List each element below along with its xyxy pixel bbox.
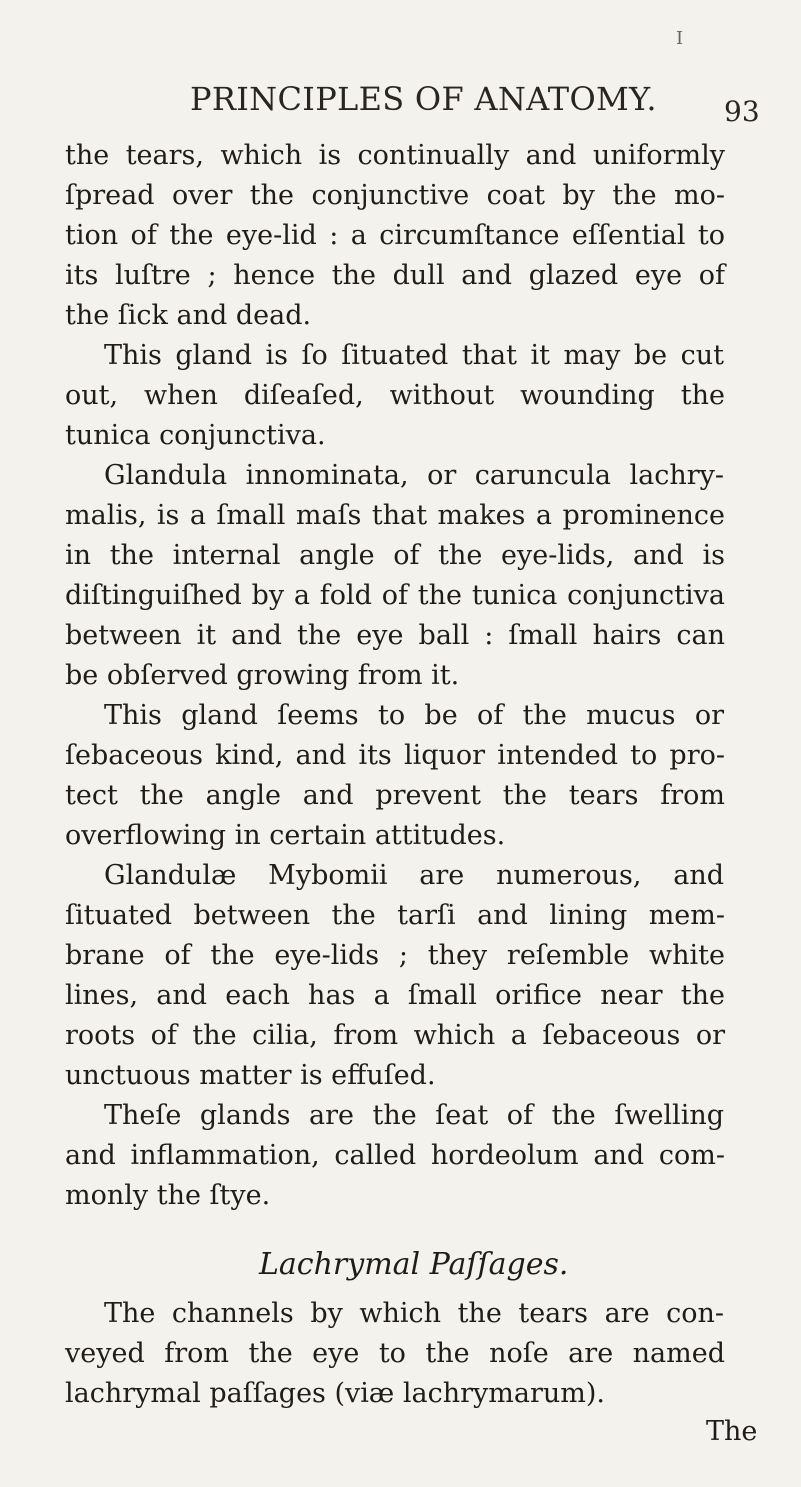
text-line: roots of the cilia, from which a ſebaceous or: [65, 1020, 725, 1051]
text-line: brane of the eye-lids ; they reſemble white: [65, 940, 725, 971]
text-line: unctuous matter is effuſed.: [65, 1060, 436, 1091]
text-line: veyed from the eye to the noſe are named: [65, 1338, 725, 1369]
text-line: Glandula innominata, or caruncula lachry-: [104, 460, 724, 491]
text-line: This gland ſeems to be of the mucus or: [104, 700, 724, 731]
text-line: its luſtre ; hence the dull and glazed eye of: [65, 260, 725, 291]
text-line: between it and the eye ball : ſmall hairs can: [65, 620, 725, 651]
running-header: PRINCIPLES OF ANATOMY.: [190, 80, 657, 118]
text-line: ſebaceous kind, and its liquor intended to pro-: [65, 740, 725, 771]
text-line: malis, is a ſmall maſs that makes a prominence: [65, 500, 725, 531]
text-line: lachrymal paſſages (viæ lachrymarum).: [65, 1378, 605, 1409]
text-line: the ſick and dead.: [65, 300, 312, 331]
text-line: overflowing in certain attitudes.: [65, 820, 506, 851]
text-line: and inflammation, called hordeolum and com-: [65, 1140, 725, 1171]
text-line: the tears, which is continually and uniformly: [65, 140, 725, 171]
text-line: tect the angle and prevent the tears from: [65, 780, 725, 811]
text-line: The channels by which the tears are con-: [104, 1298, 724, 1329]
text-line: lines, and each has a ſmall orifice near the: [65, 980, 725, 1011]
text-line: in the internal angle of the eye-lids, and is: [65, 540, 725, 571]
text-line: Theſe glands are the ſeat of the ſwelling: [104, 1100, 724, 1131]
text-line: Glandulæ Mybomii are numerous, and: [104, 860, 724, 891]
text-line: diſtinguiſhed by a fold of the tunica conjunctiva: [65, 580, 725, 611]
catchword: The: [706, 1416, 758, 1447]
page-mark: I: [676, 28, 684, 49]
text-line: This gland is ſo ſituated that it may be cut: [104, 340, 724, 371]
text-line: monly the ſtye.: [65, 1180, 271, 1211]
text-line: tion of the eye-lid : a circumſtance eſſential to: [65, 220, 725, 251]
text-line: ſituated between the tarſi and lining mem-: [65, 900, 725, 931]
text-line: tunica conjunctiva.: [65, 420, 326, 451]
text-line: ſpread over the conjunctive coat by the mo-: [65, 180, 725, 211]
page-number: 93: [724, 95, 760, 128]
text-line: out, when diſeaſed, without wounding the: [65, 380, 725, 411]
section-heading: Lachrymal Paſſages.: [259, 1247, 569, 1282]
text-line: be obſerved growing from it.: [65, 660, 460, 691]
